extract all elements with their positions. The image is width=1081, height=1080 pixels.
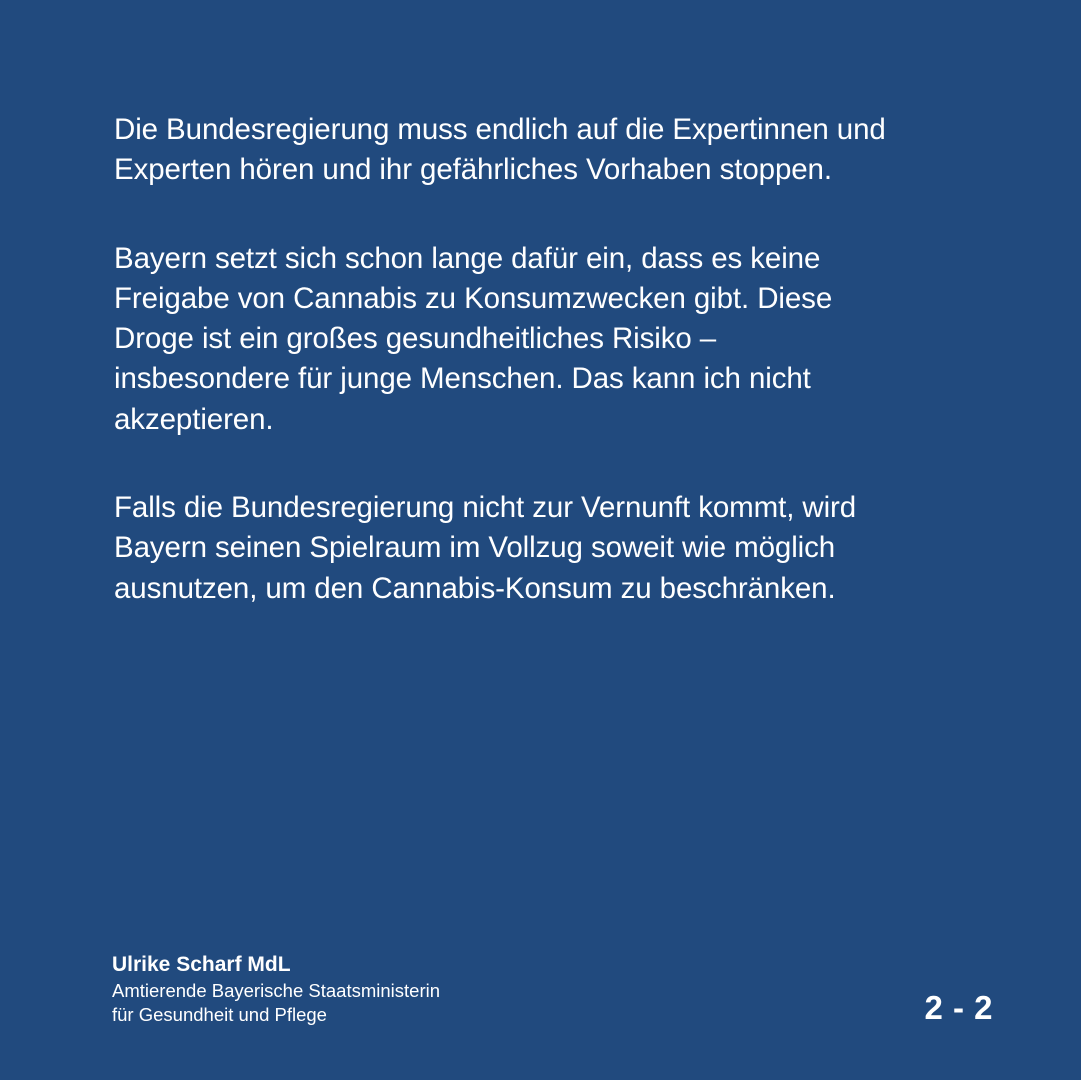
quote-text <box>114 110 1014 657</box>
paragraph-3: Falls die Bundesregierung nicht zur Vernunft kommt, wird Bayern seinen Spielraum im Vollzug soweit wie möglich ausnutzen, um den Cannabis-Konsum zu beschränken. <box>114 491 857 605</box>
page-counter: 2 - 2 <box>924 989 993 1026</box>
paragraph-2: Bayern setzt sich schon lange dafür ein, dass es keine Freigabe von Cannabis zu Konsumzwecken gibt. Diese Droge ist ein großes gesundheitliches Risiko – insbesondere für junge Menschen. Das kann ich nicht akzeptieren. <box>114 241 833 436</box>
author-signature <box>112 951 532 1027</box>
author-name: Ulrike Scharf MdL <box>112 953 291 976</box>
author-role: Amtierende Bayerische Staatsministerin für Gesundheit und Pflege <box>112 980 441 1025</box>
paragraph-1: Die Bundesregierung muss endlich auf die Expertinnen und Experten hören und ihr gefährliches Vorhaben stoppen. <box>114 113 886 187</box>
